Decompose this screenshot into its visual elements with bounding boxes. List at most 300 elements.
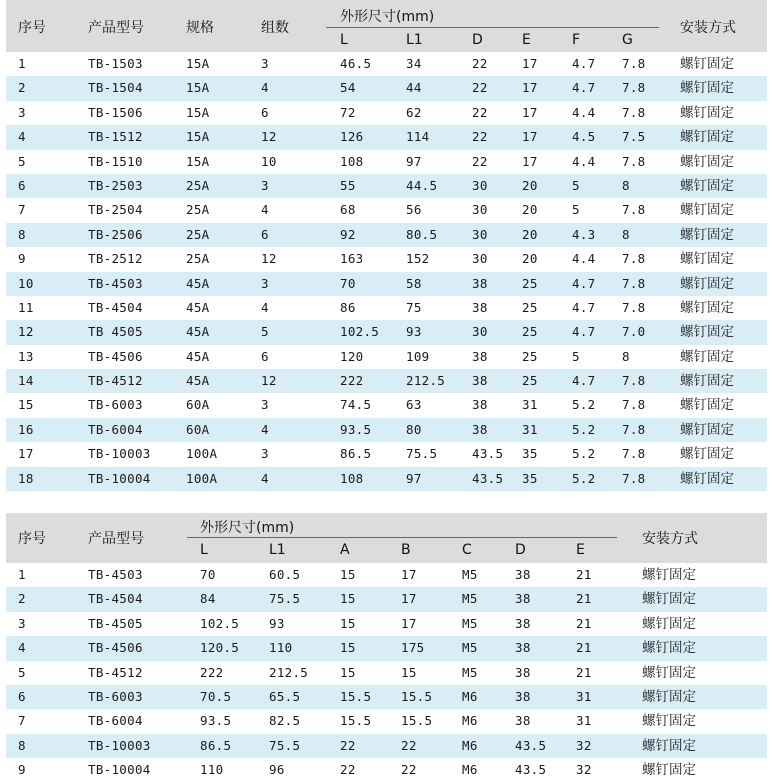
cell-spec: 25A [186, 202, 210, 218]
cell-spec: 45A [186, 373, 210, 389]
cell-dim-e: 35 [522, 470, 538, 486]
cell-model: TB-4512 [88, 373, 143, 389]
cell-mount: 螺钉固定 [680, 56, 734, 72]
cell-mount: 螺钉固定 [642, 615, 696, 632]
cell-dim-f: 5.2 [572, 470, 596, 486]
cell-model: TB-2503 [88, 177, 143, 193]
table-2-header [6, 513, 767, 563]
cell-spec: 15A [186, 80, 210, 96]
cell-dim-f: 4.7 [572, 56, 596, 71]
cell-groups: 3 [261, 177, 269, 193]
cell-dim-l1: 114 [406, 129, 430, 145]
header-groups: 组数 [261, 20, 289, 36]
cell-dim-l1: 65.5 [269, 688, 301, 704]
cell-dim-l1: 97 [406, 153, 422, 169]
cell-mount: 螺钉固定 [680, 373, 734, 390]
cell-dim-d: 22 [472, 80, 488, 96]
cell-dim-d: 38 [472, 421, 488, 437]
table-1-body [6, 52, 767, 491]
cell-model: TB-10003 [88, 446, 151, 462]
cell-dim-d: 38 [472, 397, 488, 413]
header-divider [326, 27, 659, 28]
cell-spec: 15A [186, 153, 210, 169]
cell-groups: 5 [261, 324, 269, 340]
cell-dim-l1: 80 [406, 421, 422, 437]
cell-dim-e: 20 [522, 226, 538, 242]
cell-no: 8 [18, 737, 26, 753]
cell-no: 3 [18, 615, 26, 631]
header-dimensions: 外形尺寸(mm) [200, 520, 295, 536]
cell-model: TB-4512 [88, 664, 143, 680]
cell-dim-d: 43.5 [472, 446, 504, 462]
cell-no: 9 [18, 762, 26, 778]
cell-mount: 螺钉固定 [680, 80, 734, 97]
table-row [6, 320, 767, 344]
cell-dim-f: 5.2 [572, 446, 596, 462]
cell-dim-e: 32 [576, 737, 592, 753]
cell-dim-l1: 152 [406, 251, 430, 267]
cell-dim-e: 31 [576, 713, 592, 729]
cell-no: 2 [18, 591, 26, 607]
table-row [6, 101, 767, 125]
cell-no: 8 [18, 226, 26, 242]
cell-dim-e: 31 [522, 421, 538, 437]
cell-dim-e: 21 [576, 664, 592, 680]
cell-no: 13 [18, 348, 34, 364]
cell-dim-f: 4.7 [572, 275, 596, 291]
cell-dim-l: 102.5 [200, 615, 240, 631]
cell-dim-l: 108 [340, 153, 364, 169]
header-dim-d: D [472, 32, 483, 48]
cell-groups: 12 [261, 373, 277, 389]
cell-dim-l: 163 [340, 251, 364, 267]
table-row [6, 758, 767, 782]
cell-dim-e: 35 [522, 446, 538, 462]
cell-no: 16 [18, 421, 34, 437]
cell-dim-l1: 212.5 [269, 664, 309, 680]
cell-dim-l: 92 [340, 226, 356, 242]
cell-dim-f: 4.7 [572, 299, 596, 315]
cell-no: 1 [18, 56, 26, 71]
cell-mount: 螺钉固定 [680, 226, 734, 243]
table-row [6, 125, 767, 149]
cell-model: TB-1506 [88, 104, 143, 120]
cell-dim-f: 4.4 [572, 104, 596, 120]
table-1-header [6, 0, 767, 52]
cell-no: 14 [18, 373, 34, 389]
cell-no: 4 [18, 640, 26, 656]
cell-mount: 螺钉固定 [680, 299, 734, 316]
cell-dim-l: 86.5 [340, 446, 372, 462]
cell-no: 10 [18, 275, 34, 291]
cell-dim-l1: 110 [269, 640, 293, 656]
cell-mount: 螺钉固定 [680, 324, 734, 341]
header-dim-l: L [340, 32, 348, 48]
cell-dim-b: 15.5 [401, 688, 433, 704]
cell-dim-l: 93.5 [200, 713, 232, 729]
cell-dim-g: 7.8 [622, 104, 646, 120]
cell-model: TB-2512 [88, 251, 143, 267]
cell-dim-a: 15 [340, 615, 356, 631]
table-row [6, 685, 767, 709]
cell-spec: 60A [186, 397, 210, 413]
cell-dim-g: 7.8 [622, 251, 646, 267]
cell-model: TB-6003 [88, 688, 143, 704]
cell-dim-l1: 97 [406, 470, 422, 486]
table-row [6, 272, 767, 296]
cell-dim-b: 17 [401, 591, 417, 607]
cell-groups: 3 [261, 56, 269, 71]
cell-dim-f: 5 [572, 177, 580, 193]
cell-dim-l1: 93 [406, 324, 422, 340]
cell-dim-a: 15 [340, 664, 356, 680]
cell-dim-d: 38 [515, 688, 531, 704]
cell-no: 6 [18, 177, 26, 193]
cell-groups: 3 [261, 446, 269, 462]
cell-groups: 6 [261, 104, 269, 120]
cell-dim-l: 108 [340, 470, 364, 486]
cell-dim-l1: 58 [406, 275, 422, 291]
cell-dim-l1: 60.5 [269, 567, 301, 582]
cell-dim-l: 46.5 [340, 56, 372, 71]
cell-dim-g: 7.8 [622, 202, 646, 218]
cell-dim-f: 5.2 [572, 397, 596, 413]
cell-model: TB-4503 [88, 567, 143, 582]
header-dim-l1: L1 [269, 542, 286, 558]
cell-dim-f: 4.5 [572, 129, 596, 145]
cell-dim-c: M5 [462, 591, 478, 607]
cell-mount: 螺钉固定 [680, 251, 734, 268]
cell-dim-d: 30 [472, 226, 488, 242]
cell-dim-l: 120 [340, 348, 364, 364]
cell-dim-g: 8 [622, 177, 630, 193]
cell-mount: 螺钉固定 [680, 202, 734, 219]
header-dim-l: L [200, 542, 208, 558]
cell-mount: 螺钉固定 [642, 640, 696, 657]
cell-dim-g: 7.8 [622, 397, 646, 413]
cell-groups: 3 [261, 397, 269, 413]
cell-dim-l1: 75 [406, 299, 422, 315]
cell-dim-d: 38 [472, 299, 488, 315]
cell-dim-e: 25 [522, 324, 538, 340]
header-dimensions: 外形尺寸(mm) [340, 9, 435, 25]
header-model: 产品型号 [88, 20, 144, 36]
cell-no: 11 [18, 299, 34, 315]
cell-dim-l: 222 [200, 664, 224, 680]
table-row [6, 174, 767, 198]
cell-dim-g: 7.8 [622, 275, 646, 291]
cell-dim-g: 7.8 [622, 80, 646, 96]
cell-no: 15 [18, 397, 34, 413]
cell-dim-a: 15 [340, 640, 356, 656]
header-no: 序号 [18, 531, 46, 547]
cell-model: TB-1512 [88, 129, 143, 145]
cell-mount: 螺钉固定 [680, 104, 734, 121]
cell-dim-a: 22 [340, 737, 356, 753]
cell-model: TB-6004 [88, 421, 143, 437]
cell-no: 17 [18, 446, 34, 462]
cell-dim-d: 43.5 [515, 762, 547, 778]
cell-model: TB-1510 [88, 153, 143, 169]
cell-dim-e: 21 [576, 567, 592, 582]
cell-mount: 螺钉固定 [680, 348, 734, 365]
cell-dim-l1: 212.5 [406, 373, 446, 389]
cell-dim-g: 7.8 [622, 421, 646, 437]
cell-dim-l1: 109 [406, 348, 430, 364]
cell-dim-e: 31 [576, 688, 592, 704]
cell-no: 9 [18, 251, 26, 267]
header-dim-l1: L1 [406, 32, 423, 48]
cell-dim-d: 38 [472, 275, 488, 291]
cell-model: TB-6003 [88, 397, 143, 413]
cell-dim-l1: 80.5 [406, 226, 438, 242]
cell-no: 2 [18, 80, 26, 96]
cell-spec: 25A [186, 226, 210, 242]
cell-dim-c: M5 [462, 640, 478, 656]
cell-dim-f: 4.7 [572, 80, 596, 96]
cell-dim-c: M6 [462, 688, 478, 704]
table-row [6, 296, 767, 320]
cell-dim-l: 84 [200, 591, 216, 607]
table-row [6, 223, 767, 247]
cell-dim-d: 22 [472, 104, 488, 120]
table-row [6, 563, 767, 587]
cell-dim-g: 7.8 [622, 470, 646, 486]
cell-dim-e: 20 [522, 177, 538, 193]
table-row [6, 247, 767, 271]
cell-dim-l: 102.5 [340, 324, 380, 340]
cell-model: TB-4505 [88, 615, 143, 631]
cell-dim-d: 38 [515, 640, 531, 656]
cell-no: 4 [18, 129, 26, 145]
cell-dim-b: 17 [401, 567, 417, 582]
cell-dim-d: 22 [472, 153, 488, 169]
cell-groups: 6 [261, 226, 269, 242]
cell-dim-l1: 75.5 [406, 446, 438, 462]
cell-mount: 螺钉固定 [642, 664, 696, 681]
cell-model: TB-6004 [88, 713, 143, 729]
cell-dim-e: 17 [522, 104, 538, 120]
cell-spec: 45A [186, 299, 210, 315]
cell-model: TB-10003 [88, 737, 151, 753]
cell-dim-c: M6 [462, 713, 478, 729]
cell-dim-d: 30 [472, 202, 488, 218]
cell-no: 7 [18, 202, 26, 218]
cell-dim-l: 86.5 [200, 737, 232, 753]
cell-dim-g: 7.0 [622, 324, 646, 340]
cell-dim-l: 126 [340, 129, 364, 145]
cell-dim-d: 38 [472, 348, 488, 364]
cell-groups: 4 [261, 202, 269, 218]
cell-dim-e: 20 [522, 202, 538, 218]
cell-dim-c: M5 [462, 615, 478, 631]
cell-dim-d: 22 [472, 129, 488, 145]
table-row [6, 442, 767, 466]
cell-no: 1 [18, 567, 26, 582]
cell-dim-l: 72 [340, 104, 356, 120]
cell-model: TB 4505 [88, 324, 143, 340]
table-row [6, 709, 767, 733]
cell-model: TB-10004 [88, 762, 151, 778]
cell-mount: 螺钉固定 [680, 470, 734, 487]
cell-dim-g: 7.8 [622, 153, 646, 169]
cell-no: 5 [18, 153, 26, 169]
cell-spec: 15A [186, 104, 210, 120]
cell-dim-e: 25 [522, 275, 538, 291]
cell-dim-e: 17 [522, 153, 538, 169]
cell-dim-d: 38 [515, 713, 531, 729]
cell-mount: 螺钉固定 [680, 153, 734, 170]
cell-mount: 螺钉固定 [642, 713, 696, 730]
cell-no: 3 [18, 104, 26, 120]
cell-dim-d: 30 [472, 251, 488, 267]
cell-dim-f: 4.7 [572, 324, 596, 340]
cell-dim-l: 110 [200, 762, 224, 778]
header-dim-d: D [515, 542, 526, 558]
table-row [6, 150, 767, 174]
table-row [6, 661, 767, 685]
cell-dim-l1: 96 [269, 762, 285, 778]
cell-mount: 螺钉固定 [642, 762, 696, 779]
cell-spec: 25A [186, 251, 210, 267]
table-row [6, 369, 767, 393]
cell-dim-l1: 44 [406, 80, 422, 96]
spec-table-1 [6, 0, 767, 491]
cell-dim-l: 70.5 [200, 688, 232, 704]
header-dim-a: A [340, 542, 350, 558]
cell-model: TB-4504 [88, 591, 143, 607]
table-row [6, 345, 767, 369]
cell-dim-l1: 93 [269, 615, 285, 631]
cell-no: 6 [18, 688, 26, 704]
table-row [6, 467, 767, 491]
cell-dim-g: 8 [622, 348, 630, 364]
cell-dim-d: 22 [472, 56, 488, 71]
cell-dim-f: 5 [572, 202, 580, 218]
header-model: 产品型号 [88, 531, 144, 547]
cell-dim-d: 38 [515, 664, 531, 680]
cell-model: TB-2504 [88, 202, 143, 218]
cell-dim-g: 7.5 [622, 129, 646, 145]
cell-groups: 3 [261, 275, 269, 291]
header-dim-c: C [462, 542, 472, 558]
cell-dim-e: 17 [522, 56, 538, 71]
cell-dim-d: 43.5 [472, 470, 504, 486]
cell-dim-f: 4.3 [572, 226, 596, 242]
cell-dim-l: 93.5 [340, 421, 372, 437]
cell-dim-l: 68 [340, 202, 356, 218]
cell-mount: 螺钉固定 [642, 591, 696, 608]
cell-dim-e: 31 [522, 397, 538, 413]
cell-dim-f: 5.2 [572, 421, 596, 437]
cell-mount: 螺钉固定 [680, 446, 734, 463]
header-no: 序号 [18, 20, 46, 36]
cell-dim-g: 7.8 [622, 446, 646, 462]
cell-mount: 螺钉固定 [680, 397, 734, 414]
cell-dim-b: 22 [401, 737, 417, 753]
cell-model: TB-4504 [88, 299, 143, 315]
cell-groups: 10 [261, 153, 277, 169]
cell-dim-e: 20 [522, 251, 538, 267]
cell-mount: 螺钉固定 [642, 688, 696, 705]
table-row [6, 587, 767, 611]
cell-groups: 12 [261, 129, 277, 145]
cell-dim-f: 4.4 [572, 153, 596, 169]
cell-no: 12 [18, 324, 34, 340]
header-mount: 安装方式 [642, 531, 698, 547]
table-row [6, 418, 767, 442]
cell-dim-e: 32 [576, 762, 592, 778]
cell-mount: 螺钉固定 [680, 421, 734, 438]
cell-dim-d: 43.5 [515, 737, 547, 753]
cell-dim-c: M5 [462, 664, 478, 680]
cell-dim-c: M6 [462, 737, 478, 753]
cell-dim-b: 15 [401, 664, 417, 680]
cell-dim-l: 74.5 [340, 397, 372, 413]
cell-dim-l: 54 [340, 80, 356, 96]
cell-dim-l1: 82.5 [269, 713, 301, 729]
cell-dim-l1: 75.5 [269, 737, 301, 753]
cell-dim-l: 86 [340, 299, 356, 315]
cell-dim-a: 15 [340, 567, 356, 582]
cell-spec: 15A [186, 56, 210, 71]
cell-dim-l: 70 [340, 275, 356, 291]
cell-dim-b: 22 [401, 762, 417, 778]
cell-dim-d: 38 [515, 615, 531, 631]
cell-spec: 100A [186, 470, 218, 486]
cell-spec: 15A [186, 129, 210, 145]
cell-dim-d: 30 [472, 177, 488, 193]
cell-spec: 60A [186, 421, 210, 437]
cell-model: TB-1503 [88, 56, 143, 71]
cell-dim-g: 7.8 [622, 373, 646, 389]
cell-model: TB-4506 [88, 348, 143, 364]
cell-dim-d: 30 [472, 324, 488, 340]
cell-no: 7 [18, 713, 26, 729]
header-dim-g: G [622, 32, 633, 48]
cell-groups: 4 [261, 80, 269, 96]
cell-dim-l1: 44.5 [406, 177, 438, 193]
cell-model: TB-10004 [88, 470, 151, 486]
header-mount: 安装方式 [680, 20, 736, 36]
cell-groups: 12 [261, 251, 277, 267]
cell-spec: 25A [186, 177, 210, 193]
cell-dim-b: 175 [401, 640, 425, 656]
cell-dim-e: 21 [576, 615, 592, 631]
cell-dim-c: M6 [462, 762, 478, 778]
table-row [6, 734, 767, 758]
header-spec: 规格 [186, 20, 214, 36]
cell-dim-d: 38 [515, 591, 531, 607]
table-row [6, 76, 767, 100]
table-row [6, 612, 767, 636]
cell-dim-e: 17 [522, 129, 538, 145]
cell-dim-f: 4.7 [572, 373, 596, 389]
cell-mount: 螺钉固定 [680, 129, 734, 146]
cell-dim-l1: 56 [406, 202, 422, 218]
table-row [6, 52, 767, 76]
spec-table-2 [6, 513, 767, 783]
cell-groups: 6 [261, 348, 269, 364]
cell-dim-a: 15 [340, 591, 356, 607]
header-dim-f: F [572, 32, 581, 48]
cell-dim-g: 7.8 [622, 56, 646, 71]
cell-dim-l: 222 [340, 373, 364, 389]
cell-groups: 4 [261, 299, 269, 315]
cell-dim-c: M5 [462, 567, 478, 582]
cell-model: TB-2506 [88, 226, 143, 242]
cell-model: TB-4506 [88, 640, 143, 656]
